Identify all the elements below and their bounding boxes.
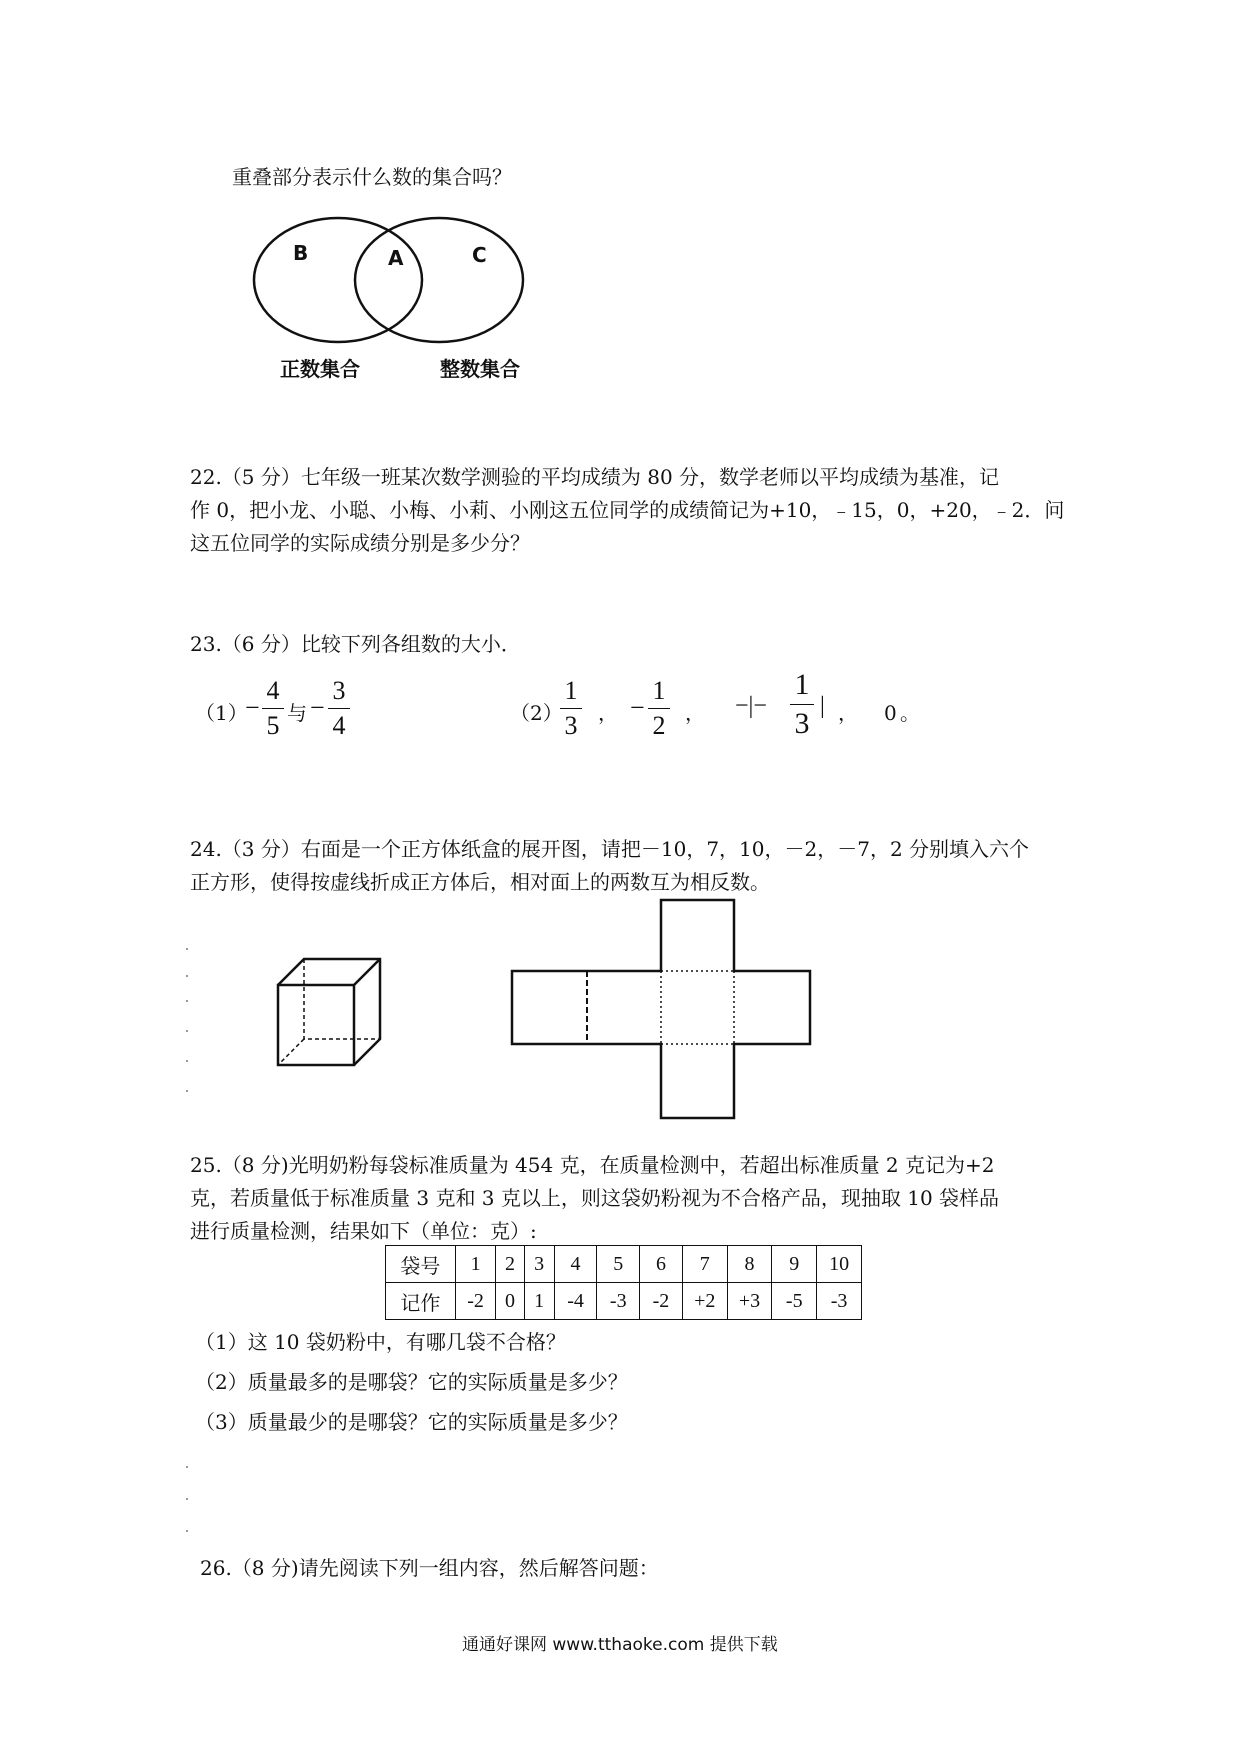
table-cell: 10 [817, 1246, 862, 1283]
venn-caption-right: 整数集合 [440, 357, 520, 381]
table-cell: 8 [727, 1246, 772, 1283]
q25-line1: 25.（8 分)光明奶粉每袋标准质量为 454 克，在质量检测中，若超出标准质量 2 克记为+2 [190, 1153, 995, 1177]
venn-caption-left: 正数集合 [280, 357, 360, 381]
denominator: 4 [332, 711, 346, 740]
numerator: 4 [266, 676, 280, 705]
cube-hidden-edge-diagonal [278, 1039, 304, 1065]
intro-text: 重叠部分表示什么数的集合吗？ [232, 165, 512, 189]
fraction-bar [560, 708, 582, 709]
q22-line1: 22.（5 分）七年级一班某次数学测验的平均成绩为 80 分，数学老师以平均成绩为基准，记 [190, 465, 1000, 489]
numerator: 1 [564, 676, 578, 705]
q23-p2-frac3 [790, 668, 814, 741]
q23-p1-frac1 [262, 676, 284, 741]
q23-p1-frac1-sign: − [245, 693, 260, 722]
table-cell: -5 [772, 1283, 817, 1320]
q25-line3: 进行质量检测，结果如下（单位：克）: [190, 1219, 537, 1243]
table-cell: 记作 [386, 1283, 456, 1320]
fraction-bar [262, 708, 284, 709]
venn-letter-b: B [293, 241, 309, 265]
table-cell: 7 [682, 1246, 727, 1283]
scan-mark [186, 1000, 188, 1002]
q23-p1-connector: 与 [287, 701, 307, 725]
q23-p1-frac2-sign: − [310, 693, 325, 722]
table-cell: -3 [817, 1283, 862, 1320]
table-cell: 2 [496, 1246, 524, 1283]
q25-line2: 克，若质量低于标准质量 3 克和 3 克以上，则这袋奶粉视为不合格产品，现抽取 10 袋样品 [190, 1186, 1000, 1210]
table-cell: +2 [682, 1283, 727, 1320]
q23-p2-frac2-sign: − [630, 693, 645, 722]
q22-line3: 这五位同学的实际成绩分别是多少分？ [190, 531, 530, 555]
table-cell: 1 [524, 1283, 554, 1320]
cube-top-edge [354, 959, 380, 985]
q23-p2-frac1 [560, 676, 582, 741]
scan-mark [186, 1498, 188, 1500]
scan-mark [186, 975, 188, 977]
table-cell: 4 [554, 1246, 597, 1283]
q23-p2-abs-prefix: −|− [735, 693, 767, 719]
cube-figure [274, 955, 400, 1069]
table-row [386, 1283, 862, 1320]
table-cell: -2 [455, 1283, 496, 1320]
cube-front-face [278, 985, 354, 1065]
scan-mark [186, 1060, 188, 1062]
table-cell: -3 [597, 1283, 640, 1320]
q23-part2-label: （2） [510, 701, 563, 725]
q23-p2-frac2 [648, 676, 670, 741]
table-cell: -4 [554, 1283, 597, 1320]
fraction-bar [648, 708, 670, 709]
denominator: 2 [652, 711, 666, 740]
q23-p2-sep2: ， [685, 701, 705, 725]
table-cell: -2 [640, 1283, 683, 1320]
venn-letter-a: A [388, 246, 404, 270]
q23-title: 23.（6 分）比较下列各组数的大小． [190, 632, 521, 656]
q23-p2-end: 。 [900, 701, 920, 725]
denominator: 5 [266, 711, 280, 740]
table-cell: 1 [455, 1246, 496, 1283]
q26-line1: 26.（8 分)请先阅读下列一组内容，然后解答问题： [200, 1556, 659, 1580]
q24-line2: 正方形，使得按虚线折成正方体后，相对面上的两数互为相反数。 [190, 870, 770, 894]
page-footer: 通通好课网 www.tthaoke.com 提供下载 [462, 1635, 778, 1655]
numerator: 3 [332, 676, 346, 705]
q23-p2-zero: 0 [884, 701, 897, 725]
scan-mark [186, 1090, 188, 1092]
table-cell: 3 [524, 1246, 554, 1283]
q23-part1-label: （1） [195, 701, 248, 725]
venn-diagram [230, 215, 560, 345]
venn-left-ellipse [254, 218, 422, 342]
fraction-bar [790, 704, 814, 705]
q23-p2-abs-suffix: | [820, 693, 825, 719]
scan-mark [186, 1030, 188, 1032]
scan-mark [186, 1530, 188, 1532]
q25-sub2: （2）质量最多的是哪袋？它的实际质量是多少？ [195, 1370, 628, 1394]
q24-line1: 24.（3 分）右面是一个正方体纸盒的展开图，请把－10，7，10，－2，－7，2 分别填入六个 [190, 837, 1030, 861]
table-cell: 0 [496, 1283, 524, 1320]
denominator: 3 [794, 707, 810, 740]
table-cell: +3 [727, 1283, 772, 1320]
venn-right-ellipse [355, 218, 523, 342]
numerator: 1 [652, 676, 666, 705]
q25-sub1: （1）这 10 袋奶粉中，有哪几袋不合格？ [195, 1330, 566, 1354]
cube-net-figure [508, 896, 818, 1124]
results-table [385, 1245, 862, 1320]
table-cell: 6 [640, 1246, 683, 1283]
q23-p2-sep3: ， [838, 701, 858, 725]
scan-mark [186, 1466, 188, 1468]
scan-mark [186, 948, 188, 950]
q23-p2-sep1: ， [598, 701, 618, 725]
fraction-bar [328, 708, 350, 709]
table-cell: 9 [772, 1246, 817, 1283]
table-row [386, 1246, 862, 1283]
table-cell: 袋号 [386, 1246, 456, 1283]
q25-sub3: （3）质量最少的是哪袋？它的实际质量是多少？ [195, 1410, 628, 1434]
table-cell: 5 [597, 1246, 640, 1283]
numerator: 1 [794, 668, 810, 701]
venn-letter-c: C [472, 243, 487, 267]
denominator: 3 [564, 711, 578, 740]
q23-p1-frac2 [328, 676, 350, 741]
q22-line2: 作 0，把小龙、小聪、小梅、小莉、小刚这五位同学的成绩简记为+10，﹣15，0，+20，﹣2．问 [190, 498, 1065, 522]
cube-net-outline [512, 900, 810, 1118]
